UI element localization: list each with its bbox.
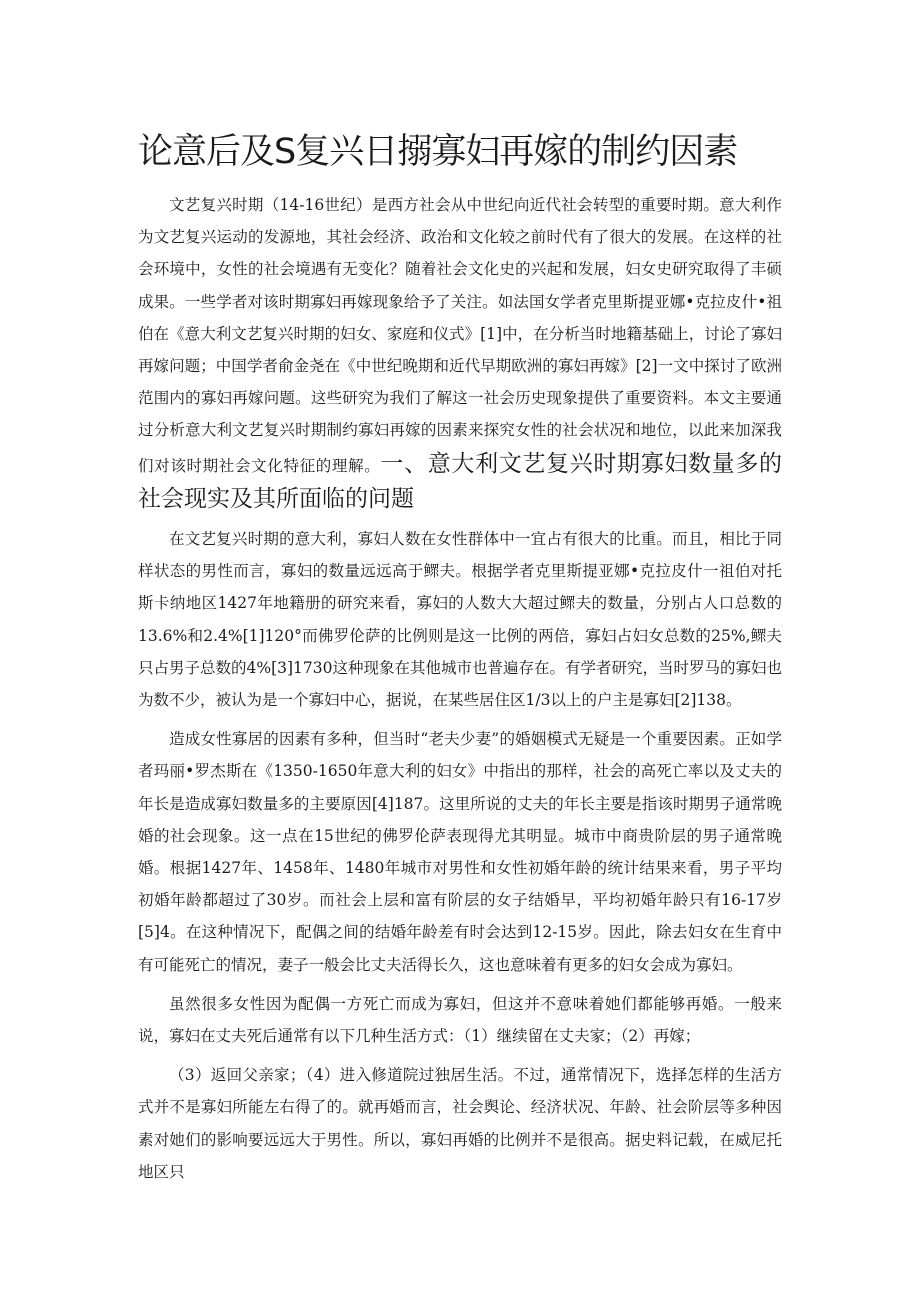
document-title: 论意后及S复兴日搦寡妇再嫁的制约因素 xyxy=(138,132,738,172)
body-paragraph: （3）返回父亲家；（4）进入修道院过独居生活。不过，通常情况下，选择怎样的生活方式并不是寡妇所能左右得了的。就再婚而言，社会舆论、经济状况、年龄、社会阶层等多种因素对她们的影响要远远大于男性。所以，寡妇再婚的比例并不是很高。据史料记载，在威尼托地区只 xyxy=(138,1066,782,1181)
intro-text: 文艺复兴时期（14-16世纪）是西方社会从中世纪向近代社会转型的重要时期。意大利作为文艺复兴运动的发源地，其社会经济、政治和文化较之前时代有了很大的发展。在这样的社会环境中，女性的社会境遇有无变化？随着社会文化史的兴起和发展，妇女史研究取得了丰硕成果。一些学者对该时期寡妇再嫁现象给予了关注。如法国女学者克里斯提亚娜•克拉皮什•祖伯在《意大利文艺复兴时期的妇女、家庭和仪式》[1]中，在分析当时地籍基础上，讨论了寡妇再嫁问题；中国学者俞金尧在《中世纪晚期和近代早期欧洲的寡妇再嫁》[2]一文中探讨了欧洲范围内的寡妇再嫁问题。这些研究为我们了解这一社会历史现象提供了重要资料。本文主要通过分析意大利文艺复兴时期制约寡妇再嫁的因素来探究女性的社会状况和地位，以此来加深我们对该时期社会文化特征的理解。 xyxy=(138,196,782,475)
body-paragraph: 虽然很多女性因为配偶一方死亡而成为寡妇，但这并不意味着她们都能够再婚。一般来说，寡妇在丈夫死后通常有以下几种生活方式：（1）继续留在丈夫家；（2）再嫁； xyxy=(138,994,782,1046)
body-paragraph: 造成女性寡居的因素有多种，但当时“老夫少妻”的婚姻模式无疑是一个重要因素。正如学者玛丽•罗杰斯在《1350-1650年意大利的妇女》中指出的那样，社会的高死亡率以及丈夫的年长是造成寡妇数量多的主要原因[4]187。这里所说的丈夫的年长主要是指该时期男子通常晚婚的社会现象。这一点在15世纪的佛罗伦萨表现得尤其明显。城市中商贵阶层的男子通常晚婚。根据1427年、1458年、1480年城市对男性和女性初婚年龄的统计结果来看，男子平均初婚年龄都超过了30岁。而社会上层和富有阶层的女子结婚早，平均初婚年龄只有16-17岁[5]4。在这种情况下，配偶之间的结婚年龄差有时会达到12-15岁。因此，除去妇女在生育中有可能死亡的情况，妻子一般会比丈夫活得长久，这也意味着有更多的妇女会成为寡妇。 xyxy=(138,730,782,974)
document-body xyxy=(138,189,782,1188)
body-paragraph: 在文艺复兴时期的意大利，寡妇人数在女性群体中一宜占有很大的比重。而且，相比于同样状态的男性而言，寡妇的数量远远高于鳏夫。根据学者克里斯提亚娜•克拉皮什一祖伯对托斯卡纳地区1427年地籍册的研究来看，寡妇的人数大大超过鳏夫的数量，分别占人口总数的13.6%和2.4%[1]120°而佛罗伦萨的比例则是这一比例的两倍，寡妇占妇女总数的25%,鳏夫只占男子总数的4%[3]1730这种现象在其他城市也普遍存在。有学者研究，当时罗马的寡妇也为数不少，被认为是一个寡妇中心，据说，在某些居住区1/3以上的户主是寡妇[2]138。 xyxy=(138,530,782,710)
intro-paragraph xyxy=(138,189,782,517)
section-heading: 一、意大利文艺复兴时期寡妇数量多的社会现实及其所面临的问题 xyxy=(138,450,782,512)
